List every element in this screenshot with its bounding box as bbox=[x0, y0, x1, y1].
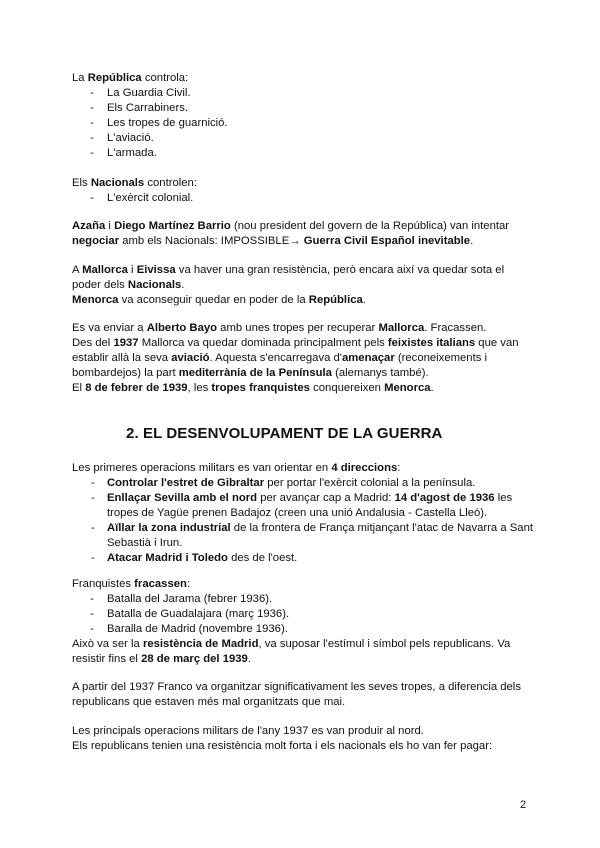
list-item: - Els Carrabiners. bbox=[72, 101, 534, 116]
list-item: - L'armada. bbox=[72, 146, 534, 161]
fracassen-section bbox=[72, 577, 534, 667]
direccions-list bbox=[72, 476, 534, 566]
republica-section bbox=[72, 71, 534, 161]
nacionals-list bbox=[72, 191, 534, 206]
list-item: - Batalla de Guadalajara (març 1936). bbox=[72, 607, 534, 622]
negociacio-paragraph: Azaña i Diego Martínez Barrio (nou president del govern de la República) van intentar negociar amb els Nacionals: IMPOSSIBLE→ Guerra Civil Español inevitable. bbox=[72, 220, 510, 247]
list-item: - Batalla del Jarama (febrer 1936). bbox=[72, 592, 534, 607]
nacionals-section bbox=[72, 176, 534, 206]
list-item: - Atacar Madrid i Toledo des de l'oest. bbox=[72, 551, 534, 566]
page-number: 2 bbox=[520, 799, 527, 811]
bayo-paragraph: Es va enviar a Alberto Bayo amb unes tropes per recuperar Mallorca. Fracassen. Des del 1937 Mallorca va quedar dominada principalment pels feixistes italians que van establir allà la seva aviació. Aquesta s'encarregava d'amenaçar (reconeixements i bombardejos) la part mediterrània de la Península (alemanys també). El 8 de febrer de 1939, les tropes franquistes conquereixen Menorca. bbox=[72, 322, 519, 394]
nacionals-intro: Els Nacionals controlen: bbox=[72, 177, 197, 189]
balears-paragraph: A Mallorca i Eivissa va haver una gran resistència, però encara així va quedar sota el poder dels Nacionals. Menorca va aconseguir quedar en poder de la República. bbox=[72, 264, 505, 306]
nord-paragraph: Les principals operacions militars de l'any 1937 es van produir al nord. Els republicans tenien una resistència molt forta i els nacionals els ho van fer pagar: bbox=[72, 725, 493, 752]
list-item: - Aïllar la zona industrial de la frontera de França mitjançant l'atac de Navarra a Sant Sebastià i Irun. bbox=[72, 521, 534, 551]
list-item: - Baralla de Madrid (novembre 1936). bbox=[72, 622, 534, 637]
list-item: - L'aviació. bbox=[72, 131, 534, 146]
list-item: - Controlar l'estret de Gibraltar per portar l'exèrcit colonial a la península. bbox=[72, 476, 534, 491]
direccions-section bbox=[72, 461, 534, 566]
republica-intro: La República controla: bbox=[72, 72, 189, 84]
list-item: - L'exèrcit colonial. bbox=[72, 191, 534, 206]
fracassen-intro: Franquistes fracassen: bbox=[72, 578, 191, 590]
franco-paragraph: A partir del 1937 Franco va organitzar significativament les seves tropes, a diferencia dels republicans que estaven més mal organitzats que mai. bbox=[72, 681, 521, 708]
list-item: - Les tropes de guarnició. bbox=[72, 116, 534, 131]
section-heading: 2. EL DESENVOLUPAMENT DE LA GUERRA bbox=[126, 425, 443, 442]
list-item: - La Guardia Civil. bbox=[72, 86, 534, 101]
batalles-list bbox=[72, 592, 534, 637]
list-item: - Enllaçar Sevilla amb el nord per avançar cap a Madrid: 14 d'agost de 1936 les tropes de Yagüe prenen Badajoz (creen una unió Andalusia - Castella Lleó). bbox=[72, 491, 534, 521]
resistencia-madrid: Això va ser la resistència de Madrid, va suposar l'estímul i símbol pels republicans. Va resistir fins el 28 de març del 1939. bbox=[72, 638, 511, 665]
direccions-intro: Les primeres operacions militars es van orientar en 4 direccions: bbox=[72, 462, 401, 474]
republica-list bbox=[72, 86, 534, 161]
